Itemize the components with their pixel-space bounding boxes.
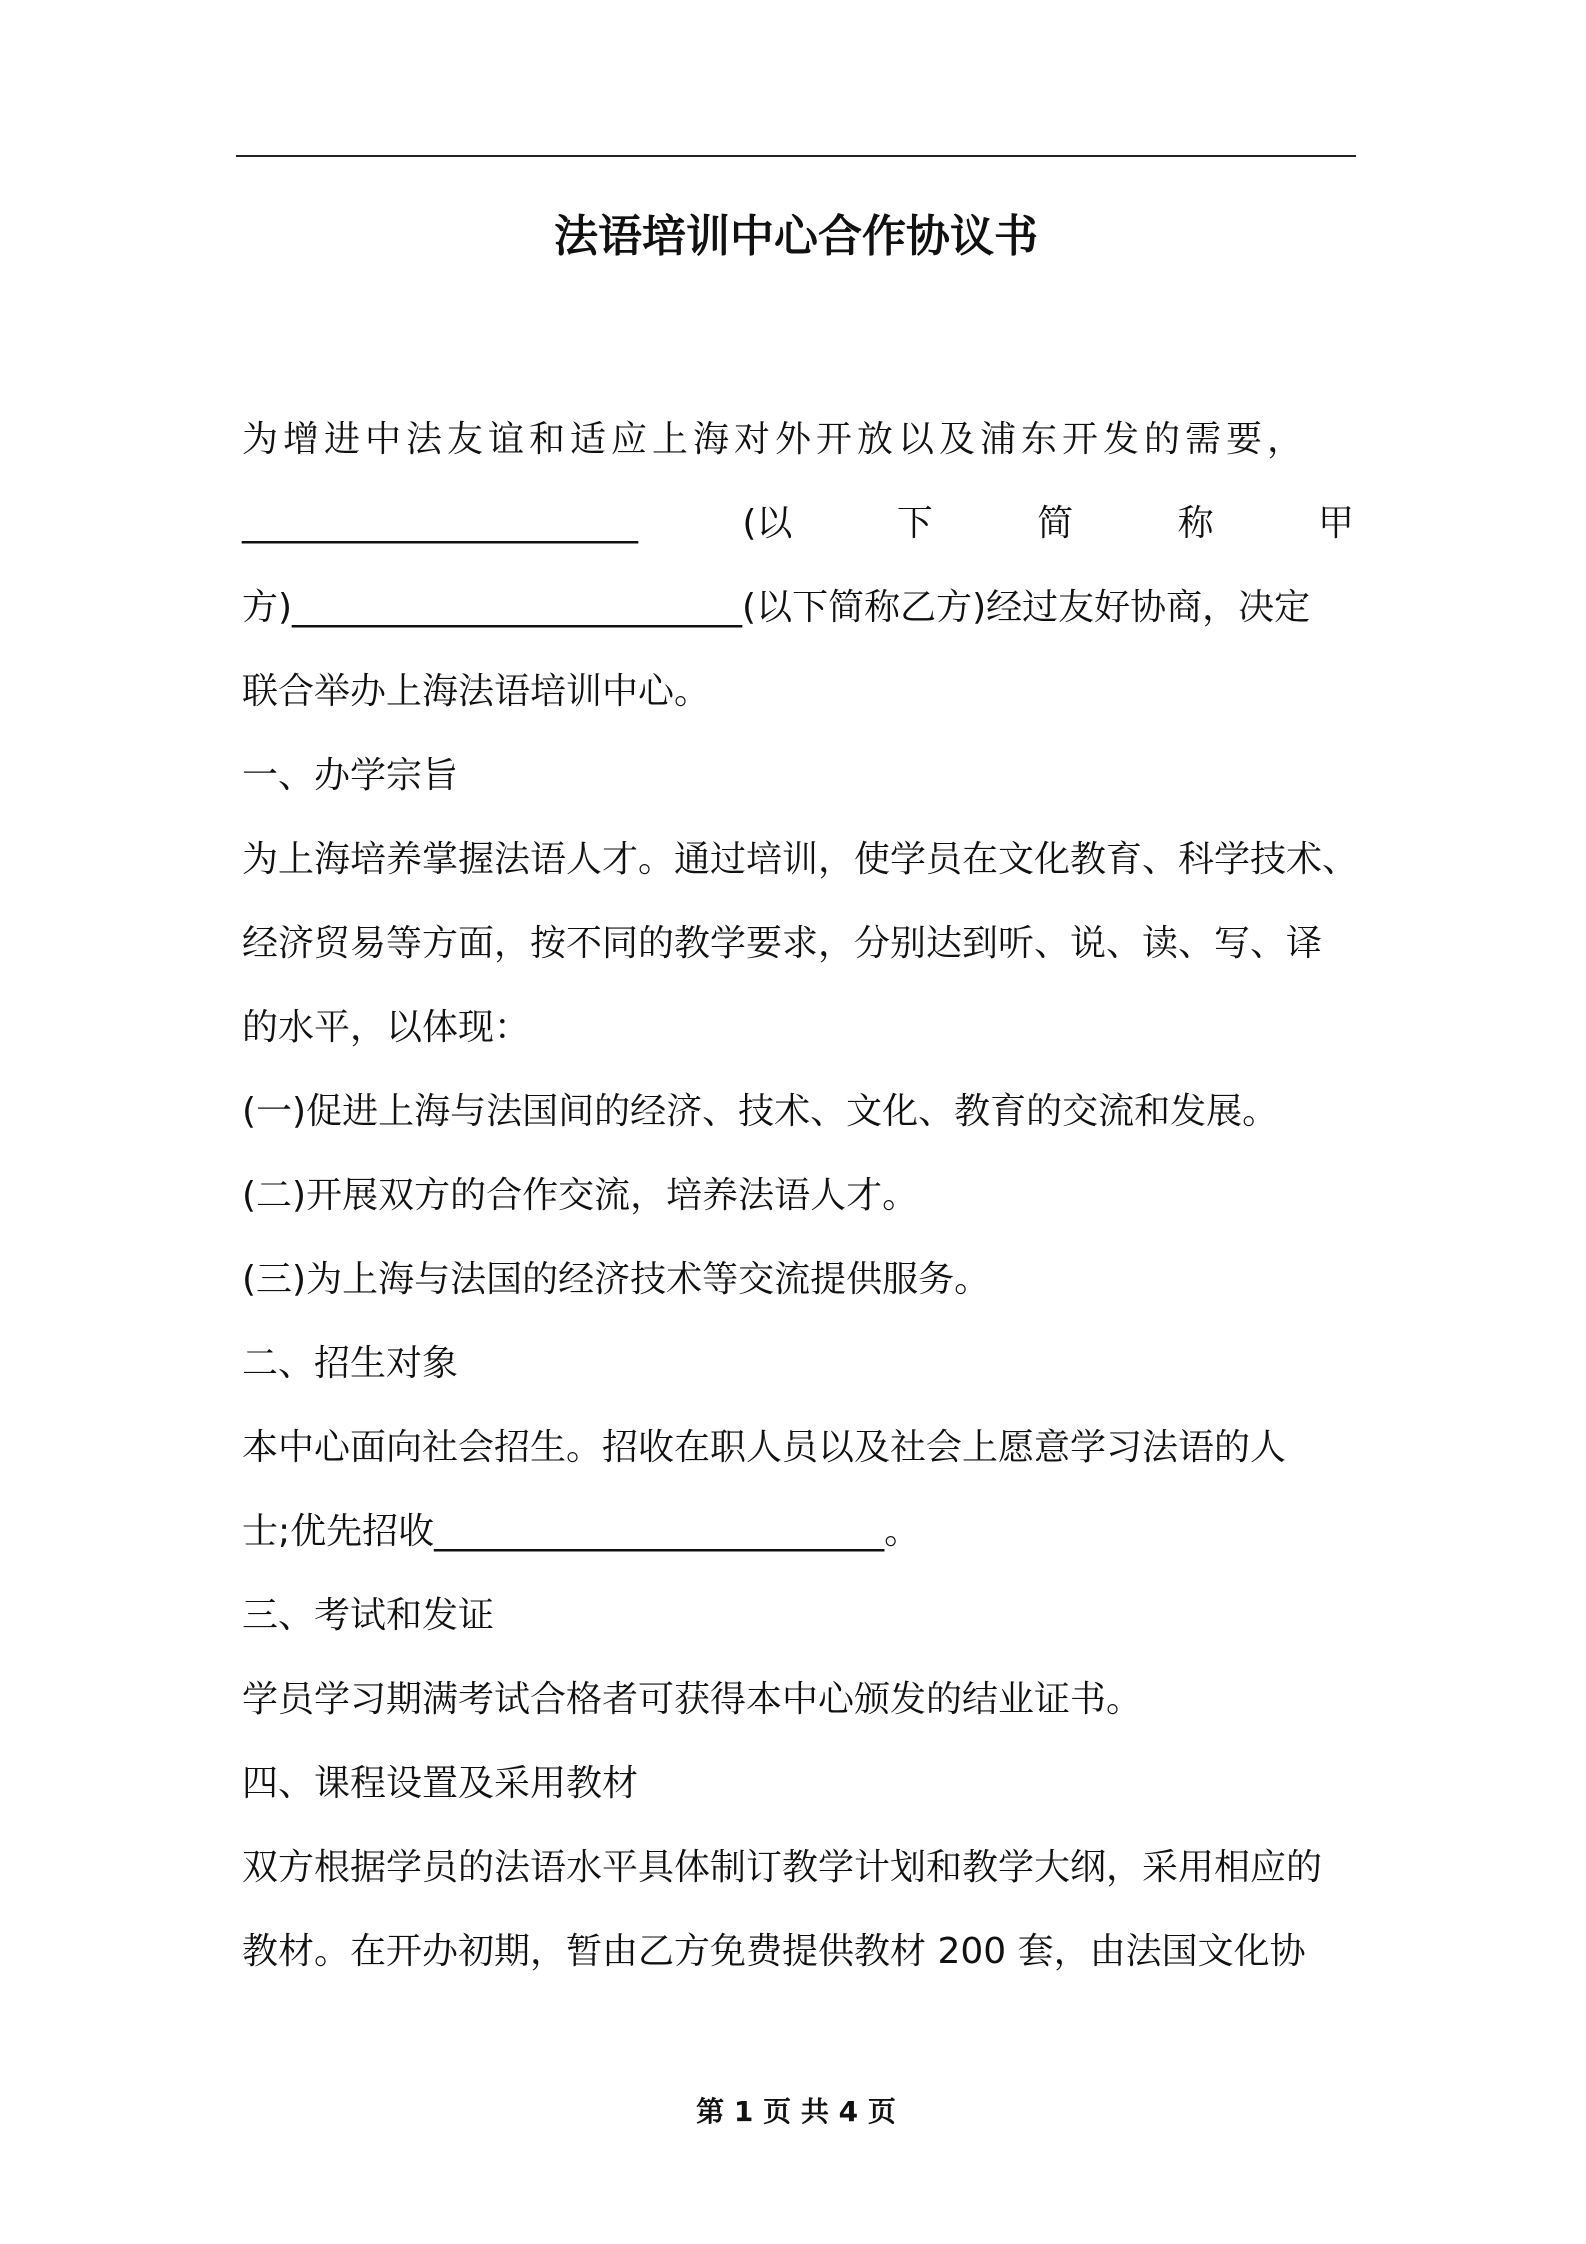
intro-line-3: 方)_________________________(以下简称乙方)经过友好协商，决定 <box>242 587 1311 628</box>
document-body <box>242 398 1359 1994</box>
intro-word: 甲 <box>1317 503 1354 544</box>
section-heading: 三、考试和发证 <box>242 1595 495 1636</box>
intro-line-1: 为增进中法友谊和适应上海对外开放以及浦东开发的需要， <box>242 419 1309 460</box>
intro-line-2 <box>242 482 1354 566</box>
page-footer: 第 1 页 共 4 页 <box>696 2095 896 2128</box>
list-item: (三)为上海与法国的经济技术等交流提供服务。 <box>242 1259 991 1300</box>
intro-word: 称 <box>1177 503 1214 544</box>
paragraph-line: 学员学习期满考试合格者可获得本中心颁发的结业证书。 <box>242 1679 1143 1720</box>
header-rule <box>236 155 1356 157</box>
intro-word: 下 <box>896 503 933 544</box>
paragraph-line: 为上海培养掌握法语人才。通过培训，使学员在文化教育、科学技术、 <box>242 839 1359 880</box>
section-heading: 四、课程设置及采用教材 <box>242 1763 639 1804</box>
paragraph-line: 士;优先招收_________________________。 <box>242 1511 921 1552</box>
paragraph-line: 双方根据学员的法语水平具体制订教学计划和教学大纲，采用相应的 <box>242 1847 1323 1888</box>
intro-line-4: 联合举办上海法语培训中心。 <box>242 671 711 712</box>
intro-word: 简 <box>1037 503 1074 544</box>
party-a-blank: ______________________ <box>242 503 638 544</box>
paragraph-line: 经济贸易等方面，按不同的教学要求，分别达到听、说、读、写、译 <box>242 923 1323 964</box>
section-heading: 一、办学宗旨 <box>242 755 459 796</box>
list-item: (二)开展双方的合作交流，培养法语人才。 <box>242 1175 919 1216</box>
intro-word: (以 <box>742 503 793 544</box>
paragraph-line: 教材。在开办初期，暂由乙方免费提供教材 200 套，由法国文化协 <box>242 1931 1306 1972</box>
paragraph-line: 的水平，以体现： <box>242 1007 531 1048</box>
list-item: (一)促进上海与法国间的经济、技术、文化、教育的交流和发展。 <box>242 1091 1279 1132</box>
paragraph-line: 本中心面向社会招生。招收在职人员以及社会上愿意学习法语的人 <box>242 1427 1287 1468</box>
section-heading: 二、招生对象 <box>242 1343 459 1384</box>
document-title: 法语培训中心合作协议书 <box>554 211 1038 262</box>
